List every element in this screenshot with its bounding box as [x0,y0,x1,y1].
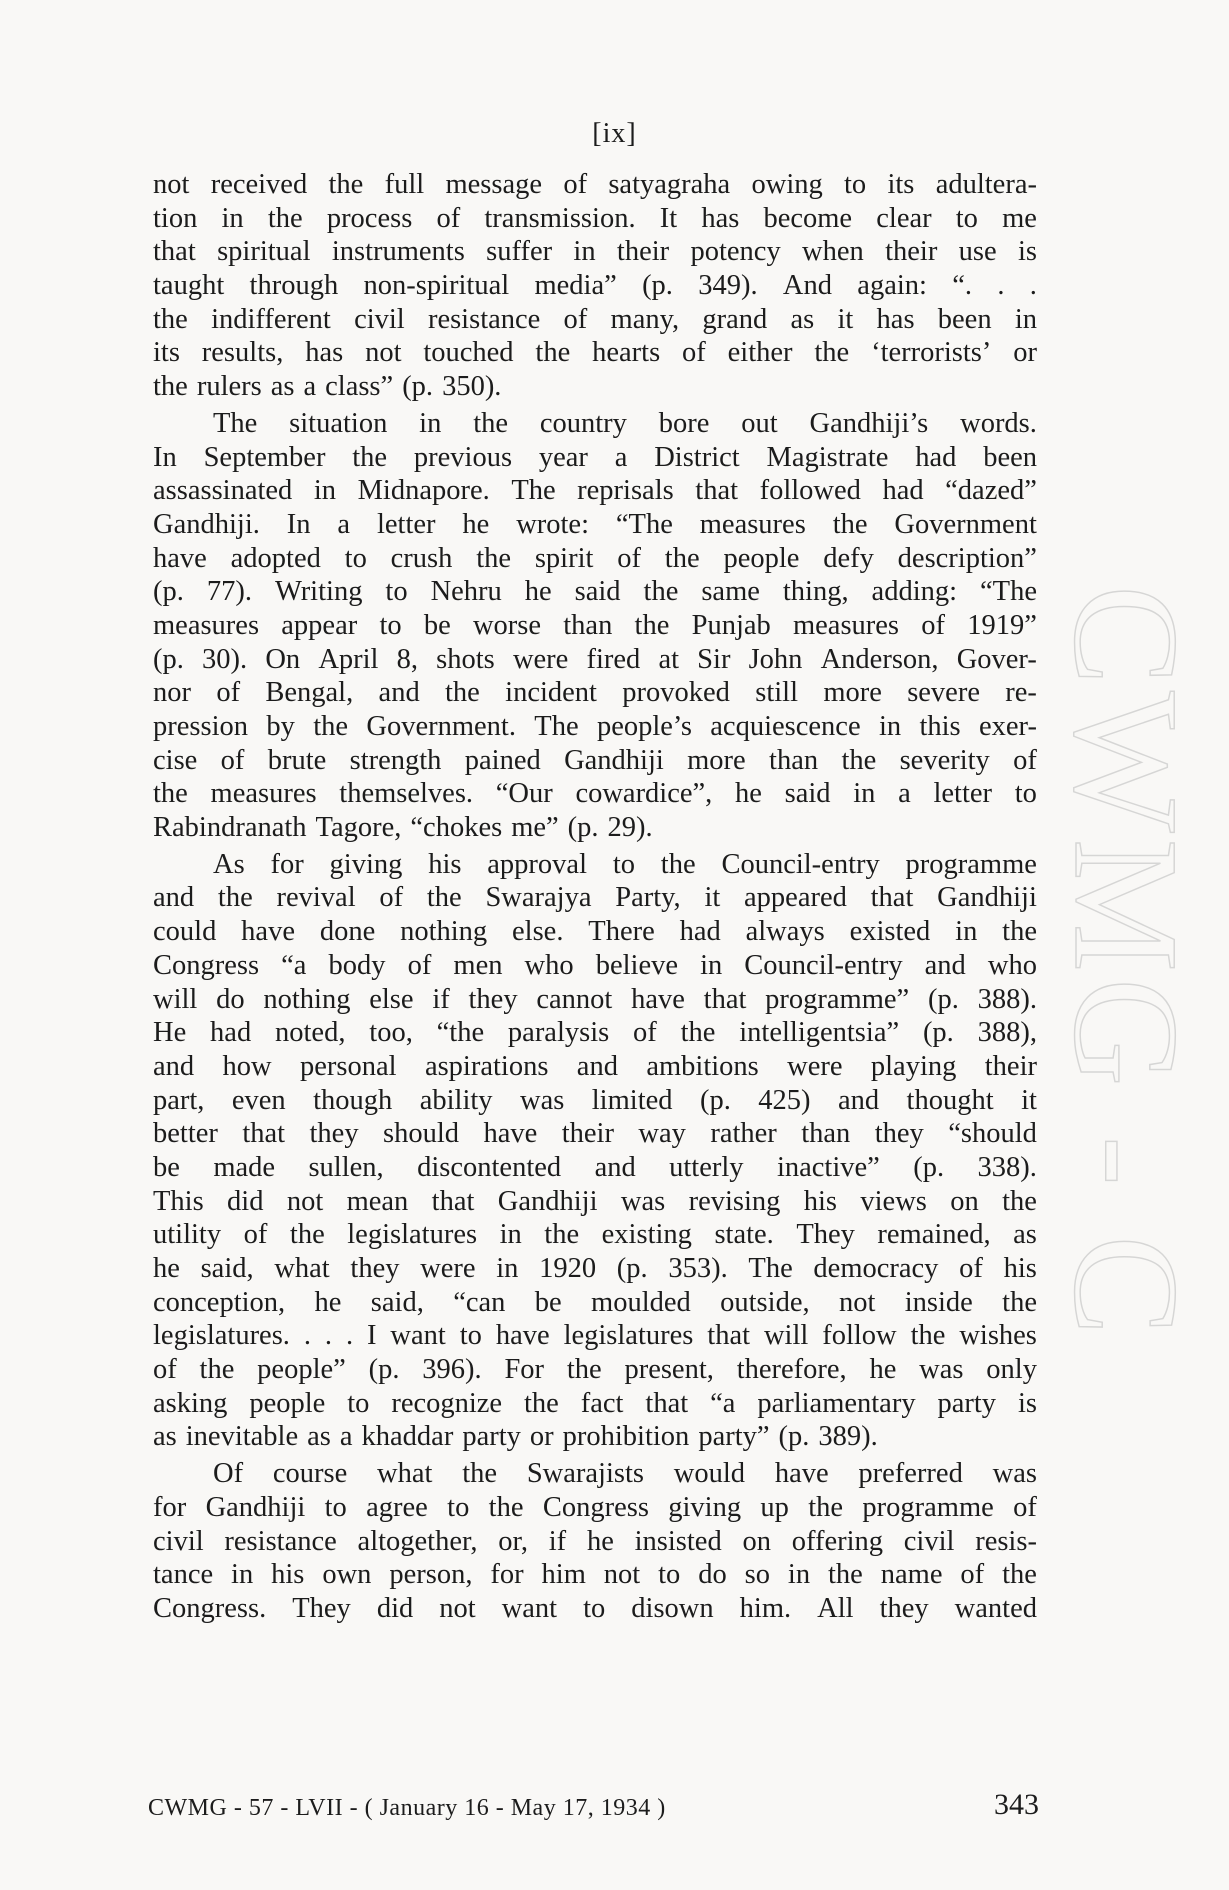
text-line: nor of Bengal, and the incident provoked still more severe re- [153,677,1037,709]
text-line: could have done nothing else. There had always existed in the [153,916,1037,948]
text-line: civil resistance altogether, or, if he insisted on offering civil resis- [153,1525,1037,1557]
text-line: and how personal aspirations and ambitions were playing their [153,1050,1037,1082]
text-line: In September the previous year a District Magistrate had been [153,441,1037,473]
text-line: the measures themselves. “Our cowardice”, he said in a letter to [153,778,1037,810]
text-line: utility of the legislatures in the existing state. They remained, as [153,1219,1037,1251]
text-line: will do nothing else if they cannot have that programme” (p. 388). [153,983,1037,1015]
paragraph [153,848,1037,1454]
text-line: part, even though ability was limited (p. 425) and thought it [153,1084,1037,1116]
text-line: legislatures. . . . I want to have legislatures that will follow the wishes [153,1320,1037,1352]
paragraph [153,168,1037,404]
paragraph [153,1457,1037,1625]
text-line: measures appear to be worse than the Punjab measures of 1919” [153,609,1037,641]
footer-volume-info: CWMG - 57 - LVII - ( January 16 - May 17, 1934 ) [148,1795,666,1821]
text-line: The situation in the country bore out Gandhiji’s words. [213,407,1037,439]
text-line: conception, he said, “can be moulded outside, not inside the [153,1286,1037,1318]
text-line: Of course what the Swarajists would have preferred was [213,1458,1037,1490]
footer-page-number: 343 [994,1788,1039,1821]
text-line: pression by the Government. The people’s acquiescence in this exer- [153,711,1037,742]
page-marker: [ix] [592,118,637,149]
text-line: as inevitable as a khaddar party or prohibition party” (p. 389). [153,1421,878,1453]
text-line: for Gandhiji to agree to the Congress giving up the programme of [153,1491,1037,1523]
text-line: the indifferent civil resistance of many, grand as it has been in [153,303,1037,335]
text-line: Gandhiji. In a letter he wrote: “The measures the Government [153,508,1037,540]
watermark: CWMG - C [1043,585,1209,1342]
text-line: Rabindranath Tagore, “chokes me” (p. 29). [153,812,653,844]
text-line: He had noted, too, “the paralysis of the intelligentsia” (p. 388), [153,1017,1037,1049]
text-line: (p. 77). Writing to Nehru he said the same thing, adding: “The [153,576,1037,608]
text-line: assassinated in Midnapore. The reprisals that followed had “dazed” [153,475,1037,507]
text-line: not received the full message of satyagraha owing to its adultera- [153,169,1037,200]
text-line: Congress “a body of men who believe in Council-entry and who [153,949,1037,981]
text-line: (p. 30). On April 8, shots were fired at Sir John Anderson, Gover- [153,643,1037,675]
text-line: better that they should have their way rather than they “should [153,1118,1037,1150]
text-line: have adopted to crush the spirit of the people defy description” [153,542,1037,574]
text-line: the rulers as a class” (p. 350). [153,371,502,403]
text-line: of the people” (p. 396). For the present, therefore, he was only [153,1354,1037,1386]
text-line: As for giving his approval to the Council-entry programme [213,848,1037,880]
text-line: its results, has not touched the hearts of either the ‘terrorists’ or [153,337,1037,369]
text-line: Congress. They did not want to disown him. All they wanted [153,1592,1037,1624]
text-line: asking people to recognize the fact that “a parliamentary party is [153,1387,1037,1419]
text-line: and the revival of the Swarajya Party, it appeared that Gandhiji [153,882,1037,914]
text-line: taught through non-spiritual media” (p. 349). And again: “. . . [153,270,1037,302]
paragraph [153,407,1037,845]
text-line: tion in the process of transmission. It has become clear to me [153,202,1037,234]
text-line: that spiritual instruments suffer in their potency when their use is [153,236,1037,268]
body-text [153,168,1037,1626]
text-line: cise of brute strength pained Gandhiji more than the severity of [153,744,1037,776]
text-line: tance in his own person, for him not to do so in the name of the [153,1559,1037,1591]
text-line: he said, what they were in 1920 (p. 353). The democracy of his [153,1253,1037,1284]
text-line: This did not mean that Gandhiji was revising his views on the [153,1185,1037,1217]
text-line: be made sullen, discontented and utterly inactive” (p. 338). [153,1151,1037,1183]
